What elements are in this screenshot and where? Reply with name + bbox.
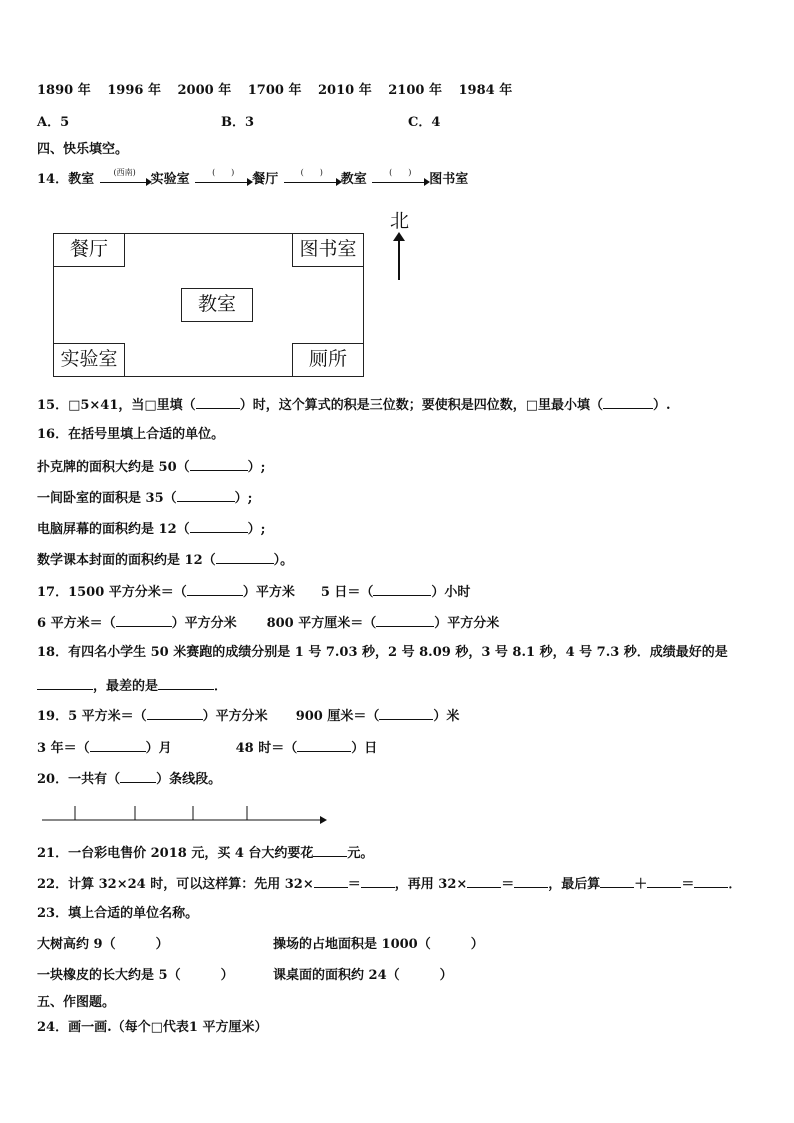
q16-text: 数学课本封面的面积约是 12（ bbox=[37, 553, 216, 568]
q16-text: 扑克牌的面积大约是 50（ bbox=[37, 460, 190, 475]
q23-text: ） bbox=[220, 968, 234, 983]
route-stop: 教室 bbox=[340, 172, 367, 187]
year-item: 2010 年 bbox=[318, 83, 372, 98]
q15-text: ）. bbox=[652, 398, 671, 413]
answer-blank[interactable] bbox=[158, 677, 214, 690]
answer-blank[interactable] bbox=[187, 583, 243, 596]
q22-text: ＋ bbox=[634, 877, 648, 892]
q20-text: ）条线段。 bbox=[156, 772, 222, 787]
q17-text: ）平方分米 bbox=[434, 616, 500, 631]
answer-blank[interactable] bbox=[373, 583, 431, 596]
q20 bbox=[37, 770, 221, 788]
q17-text: ）平方米 bbox=[242, 585, 295, 600]
choice-c: C．4 bbox=[408, 115, 441, 130]
q17-text: 5 日＝（ bbox=[320, 585, 374, 600]
q21-text: 21．一台彩电售价 2018 元，买 4 台大约要花 bbox=[37, 846, 314, 861]
q21-text: 元。 bbox=[347, 846, 374, 861]
q22-text: ＝ bbox=[681, 877, 695, 892]
room-lab: 实验室 bbox=[53, 343, 125, 377]
route-arrow bbox=[284, 168, 340, 183]
answer-blank[interactable] bbox=[297, 739, 351, 752]
direction-blank[interactable]: ( ) bbox=[389, 168, 412, 177]
q16-line bbox=[37, 489, 252, 507]
q16-text: ）。 bbox=[273, 553, 294, 568]
q19-text: ）月 bbox=[145, 741, 172, 756]
q22-text: ，最后算 bbox=[548, 877, 601, 892]
answer-blank[interactable] bbox=[647, 875, 681, 888]
answer-blank[interactable] bbox=[196, 396, 240, 409]
q21 bbox=[37, 844, 373, 862]
q19-text: 19．5 平方米＝（ bbox=[37, 709, 147, 724]
north-label: 北 bbox=[390, 210, 410, 232]
q14-route bbox=[37, 168, 469, 188]
q23-text: 操场的占地面积是 1000（ bbox=[273, 937, 431, 952]
route-stop: 餐厅 bbox=[252, 172, 279, 187]
q17-row bbox=[37, 614, 499, 632]
q23-text: 大树高约 9（ bbox=[37, 937, 116, 952]
answer-blank[interactable] bbox=[190, 458, 248, 471]
answer-blank[interactable] bbox=[314, 875, 348, 888]
direction-blank[interactable]: ( ) bbox=[212, 168, 235, 177]
line-segments-figure bbox=[42, 806, 327, 826]
answer-blank[interactable] bbox=[467, 875, 501, 888]
q22-text: ． bbox=[728, 877, 742, 892]
q17-text: 17．1500 平方分米＝（ bbox=[37, 585, 187, 600]
q19-text: 900 厘米＝（ bbox=[295, 709, 380, 724]
answer-blank[interactable] bbox=[116, 614, 172, 627]
school-map bbox=[53, 233, 364, 377]
route-stop: 图书室 bbox=[429, 172, 469, 187]
answer-blank[interactable] bbox=[603, 396, 653, 409]
q23-item-d bbox=[273, 968, 453, 984]
year-item: 1984 年 bbox=[458, 83, 513, 98]
q16-text: ）; bbox=[247, 460, 266, 475]
room-library: 图书室 bbox=[292, 233, 364, 267]
years-row bbox=[37, 83, 512, 99]
answer-blank[interactable] bbox=[514, 875, 548, 888]
answer-blank[interactable] bbox=[90, 739, 146, 752]
q14-number: 14． bbox=[37, 172, 69, 187]
q20-text: 20．一共有（ bbox=[37, 772, 121, 787]
year-item: 1890 年 bbox=[37, 83, 91, 98]
ray-arrowhead-icon bbox=[320, 816, 327, 824]
choice-a: A．5 bbox=[37, 115, 70, 130]
room-canteen: 餐厅 bbox=[53, 233, 125, 267]
north-arrow-icon bbox=[398, 240, 400, 280]
answer-blank[interactable] bbox=[216, 551, 274, 564]
q24: 24．画一画.（每个□代表1 平方厘米） bbox=[37, 1020, 268, 1035]
q23-text: 一块橡皮的长大约是 5（ bbox=[37, 968, 181, 983]
q15 bbox=[37, 396, 671, 414]
year-item: 1700 年 bbox=[247, 83, 302, 98]
q22-text: 22．计算 32×24 时，可以这样算：先用 32× bbox=[37, 877, 314, 892]
route-arrow bbox=[372, 168, 428, 183]
q16-line bbox=[37, 458, 265, 476]
answer-blank[interactable] bbox=[147, 707, 203, 720]
q16-line bbox=[37, 551, 293, 569]
q19-text: ）平方分米 bbox=[202, 709, 268, 724]
room-classroom: 教室 bbox=[181, 288, 253, 322]
q23-item-a bbox=[37, 937, 169, 953]
q15-text: ）时，这个算式的积是三位数；要使积是四位数，□里最小填（ bbox=[239, 398, 603, 413]
q18-text: ，最差的是 bbox=[93, 679, 159, 694]
q23-text: ） bbox=[439, 968, 453, 983]
q17-text: ）小时 bbox=[431, 585, 471, 600]
q18-line2 bbox=[37, 677, 227, 695]
q18-text: ． bbox=[214, 679, 228, 694]
q15-text: 15．□5×41，当□里填（ bbox=[37, 398, 196, 413]
answer-blank[interactable] bbox=[694, 875, 728, 888]
q19-text: ）日 bbox=[351, 741, 378, 756]
q23-text: ） bbox=[155, 937, 169, 952]
q17-text: ）平方分米 bbox=[171, 616, 237, 631]
q17-text: 800 平方厘米＝（ bbox=[266, 616, 377, 631]
answer-blank[interactable] bbox=[177, 489, 235, 502]
direction-blank[interactable]: ( ) bbox=[300, 168, 323, 177]
q22-text: ＝ bbox=[347, 877, 361, 892]
q17-text: 6 平方米＝（ bbox=[37, 616, 116, 631]
answer-blank[interactable] bbox=[120, 770, 156, 783]
q19-row bbox=[37, 739, 377, 757]
q16-text: 一间卧室的面积是 35（ bbox=[37, 491, 177, 506]
q16-text: ）; bbox=[247, 522, 266, 537]
q16-line bbox=[37, 520, 265, 538]
q19-text: 3 年＝（ bbox=[37, 741, 90, 756]
q22 bbox=[37, 875, 741, 893]
q16-text: 电脑屏幕的面积约是 12（ bbox=[37, 522, 190, 537]
section-5-heading: 五、作图题。 bbox=[37, 995, 116, 1010]
route-start: 教室 bbox=[68, 172, 95, 187]
q19-text: 48 时＝（ bbox=[235, 741, 298, 756]
year-item: 2000 年 bbox=[177, 83, 232, 98]
q18-line1: 18．有四名小学生 50 米赛跑的成绩分别是 1 号 7.03 秒，2 号 8.09 秒，3 号 8.1 秒，4 号 7.3 秒．成绩最好的是 bbox=[37, 645, 728, 660]
q16-title: 16．在括号里填上合适的单位。 bbox=[37, 427, 225, 442]
q23-title: 23．填上合适的单位名称。 bbox=[37, 906, 199, 921]
answer-blank[interactable] bbox=[313, 844, 347, 857]
section-4-heading: 四、快乐填空。 bbox=[37, 142, 129, 157]
room-toilet: 厕所 bbox=[292, 343, 364, 377]
q22-text: ，再用 32× bbox=[394, 877, 468, 892]
choice-b: B．3 bbox=[221, 115, 255, 130]
q19-row bbox=[37, 707, 459, 725]
year-item: 1996 年 bbox=[107, 83, 161, 98]
answer-blank[interactable] bbox=[376, 614, 434, 627]
answer-blank[interactable] bbox=[37, 677, 93, 690]
route-arrow bbox=[100, 168, 150, 183]
q23-item-c bbox=[37, 968, 234, 984]
route-stop: 实验室 bbox=[150, 172, 190, 187]
q23-text: 课桌面的面积约 24（ bbox=[273, 968, 400, 983]
direction-label: (西南) bbox=[113, 168, 136, 177]
q22-text: ＝ bbox=[501, 877, 515, 892]
year-item: 2100 年 bbox=[388, 83, 442, 98]
route-arrow bbox=[195, 168, 251, 183]
q16-text: ）; bbox=[234, 491, 253, 506]
q23-text: ） bbox=[470, 937, 484, 952]
q17-row bbox=[37, 583, 470, 601]
q23-item-b bbox=[273, 937, 484, 953]
answer-blank[interactable] bbox=[190, 520, 248, 533]
answer-blank[interactable] bbox=[361, 875, 395, 888]
answer-blank[interactable] bbox=[379, 707, 433, 720]
answer-blank[interactable] bbox=[600, 875, 634, 888]
q19-text: ）米 bbox=[433, 709, 460, 724]
